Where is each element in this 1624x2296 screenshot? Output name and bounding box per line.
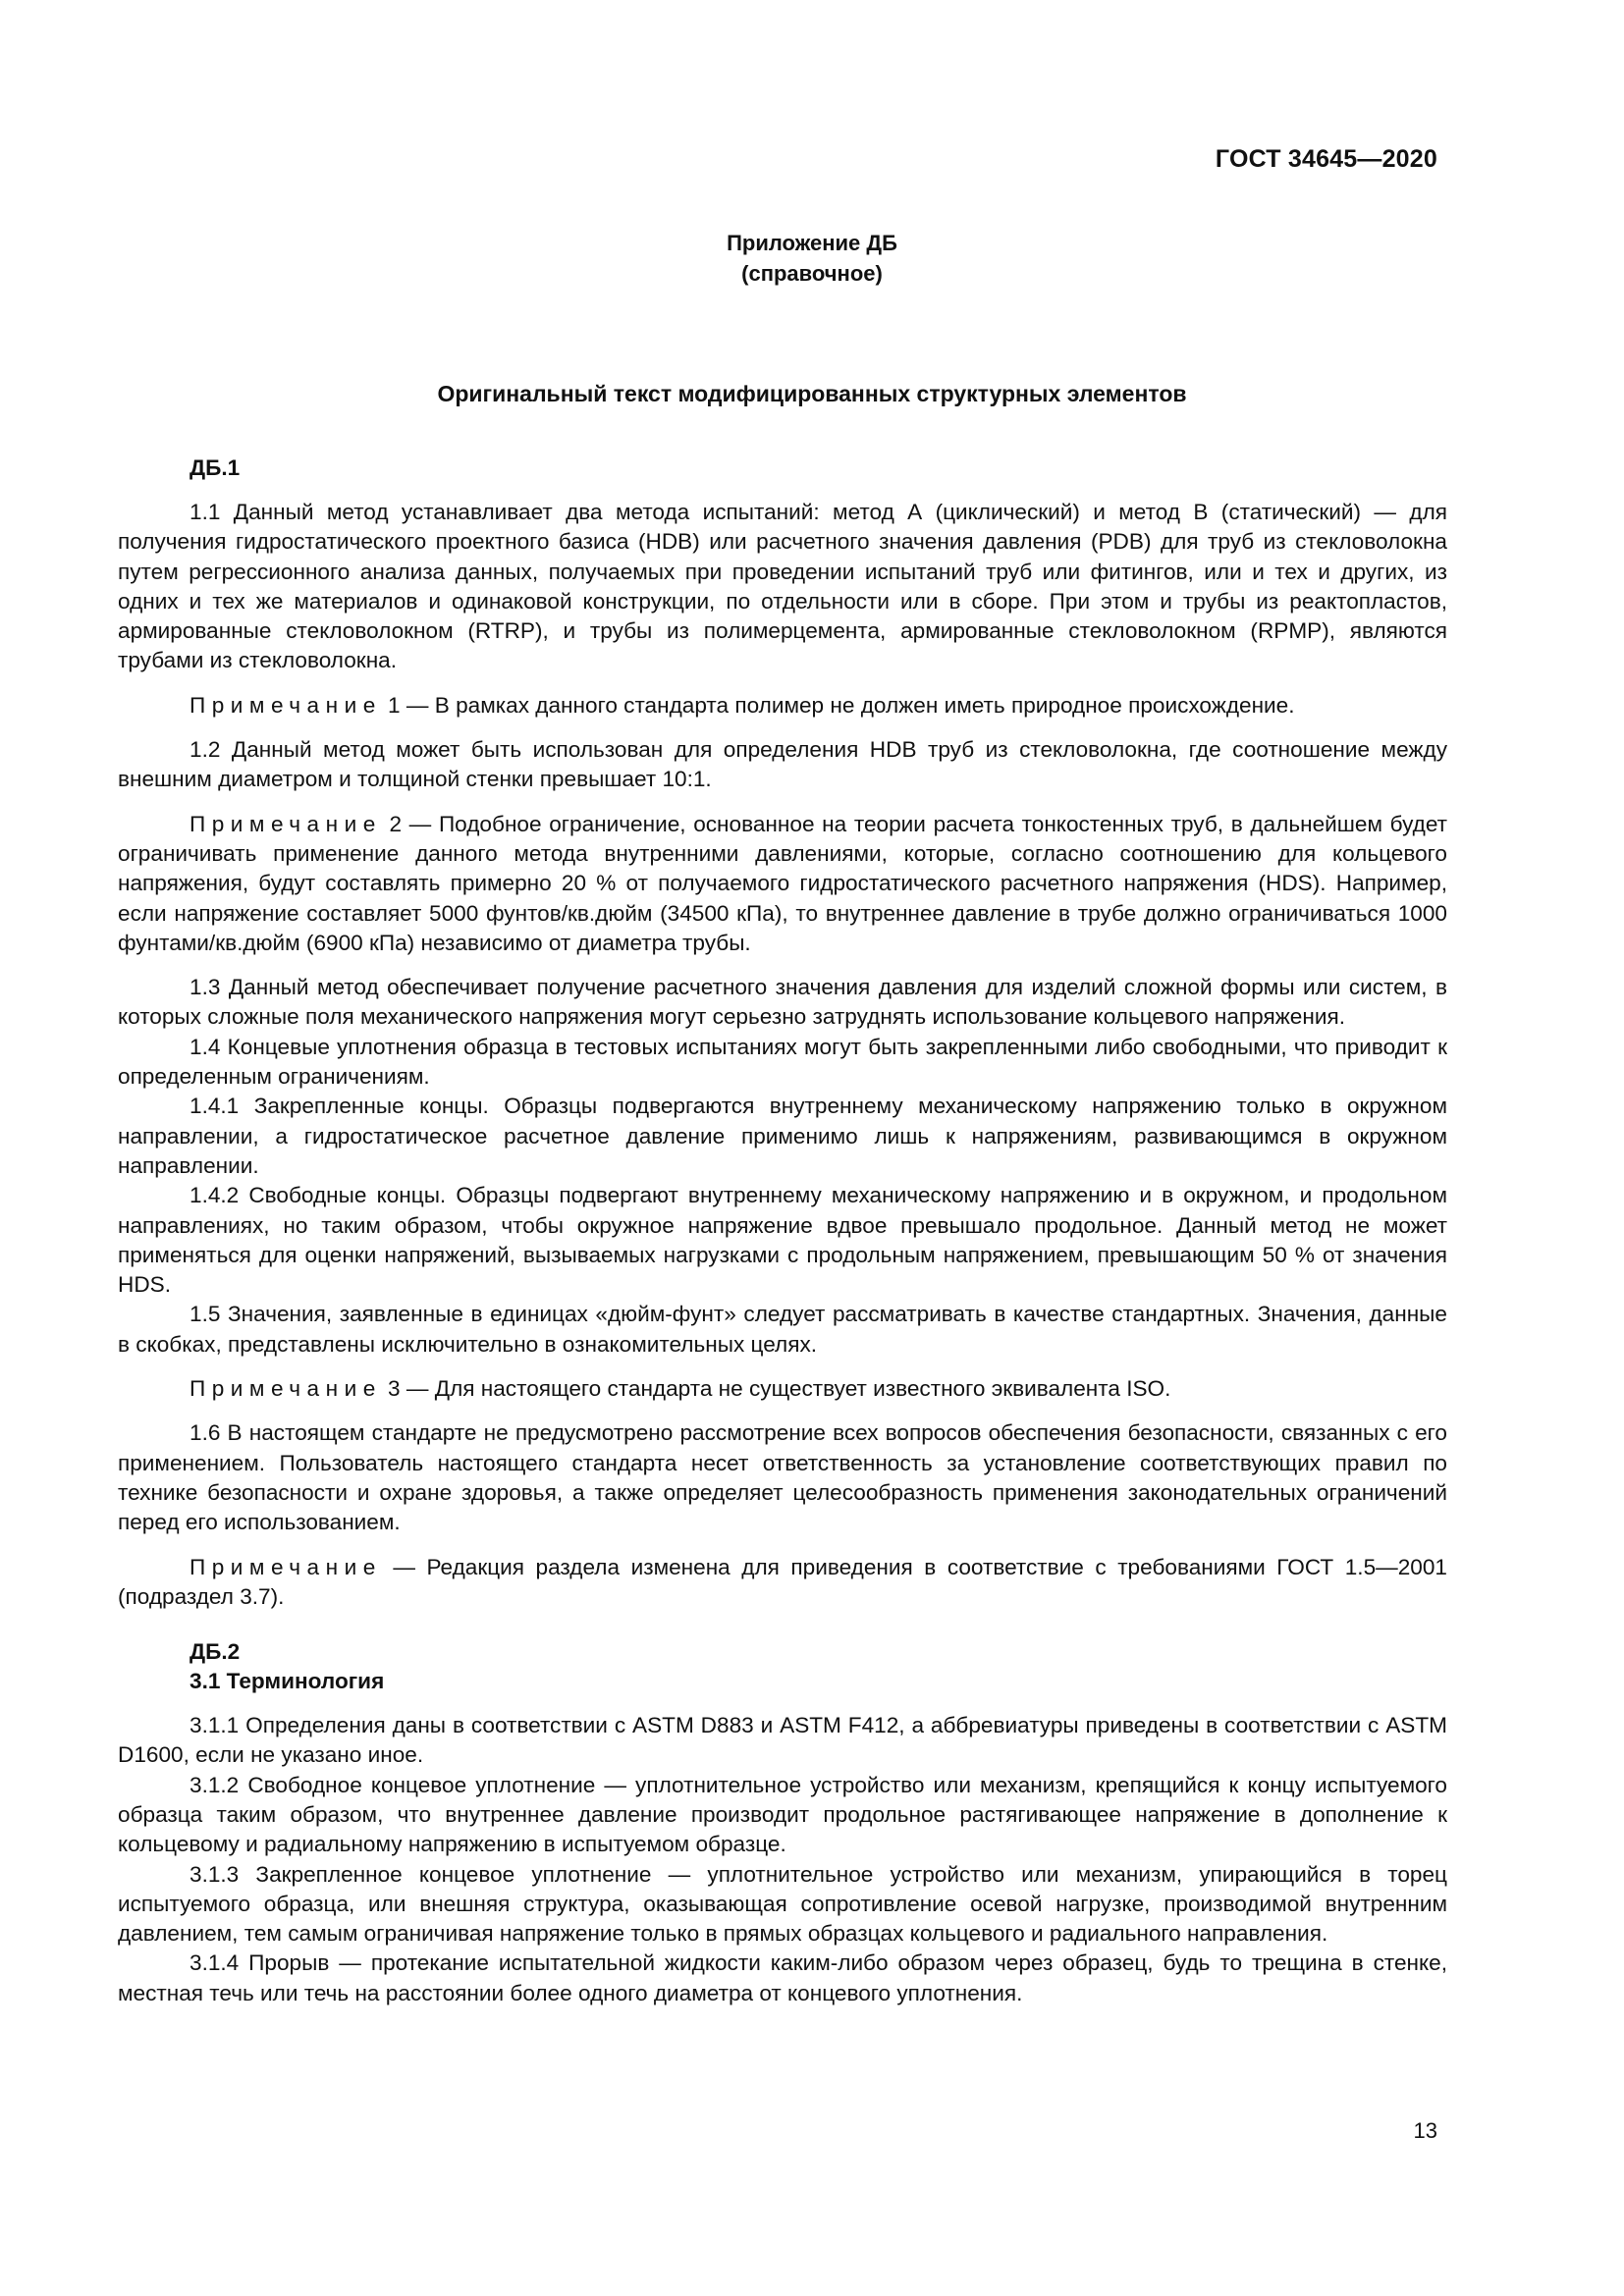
annex-type: (справочное) [741,261,883,286]
section-heading-db1: ДБ.1 [189,455,241,480]
note-1 [118,691,1447,721]
note-text: 2 — Подобное ограничение, основанное на теории расчета тонкостенных труб, в дальнейшем будет ограничивать применение данного метода внутренними давлениями, которые, согласно соотношению для кольцевого напряжения, будут составлять примерно 20 % от получаемого гидростатического расчетного напряжения (HDS). Например, если напряжение составляет 5000 фунтов/кв.дюйм (34500 кПа), то внутреннее давление в трубе должно ограничиваться 1000 фунтами/кв.дюйм (6900 кПа) независимо от диаметра трубы. [118,811,1447,955]
paragraph-1-1: 1.1 Данный метод устанавливает два метода испытаний: метод А (циклический) и метод В (статический) — для получения гидростатического проектного базиса (HDB) или расчетного значения давления (PDB) для труб из стекловолокна путем регрессионного анализа данных, получаемых при проведении испытаний труб или фитингов, или и тех и других, из одних и тех же материалов и одинаковой конструкции, по отдельности или в сборе. При этом и трубы из реактопластов, армированные стекловолокном (RTRP), и трубы из полимерцемента, армированные стекловолокном (RPMP), являются трубами из стекловолокна. [118,500,1447,673]
note-text: — Редакция раздела изменена для приведения в соответствие с требованиями ГОСТ 1.5—2001 (подраздел 3.7). [118,1554,1447,1609]
note-text: 3 — Для настоящего стандарта не существует известного эквивалента ISO. [381,1376,1171,1402]
paragraph-1-3: 1.3 Данный метод обеспечивает получение расчетного значения давления для изделий сложной формы или систем, в которых сложные поля механического напряжения могут серьезно затруднять использование кольцевого напряжения. [118,975,1447,1030]
paragraph-1-4-2: 1.4.2 Свободные концы. Образцы подвергают внутреннему механическому напряжению и в окружном, и продольном направлениях, но таким образом, чтобы окружное напряжение вдвое превышало продольное. Данный метод не может применяться для оценки напряжений, вызываемых нагрузками с продольным напряжением, превышающим 50 % от значения HDS. [118,1183,1447,1298]
paragraph-1-2: 1.2 Данный метод может быть использован для определения HDB труб из стекловолокна, где соотношение между внешним диаметром и толщиной стенки превышает 10:1. [118,737,1447,792]
paragraph-3-1-3: 3.1.3 Закрепленное концевое уплотнение — уплотнительное устройство или механизм, упирающийся в торец испытуемого образца, или внешняя структура, оказывающая сопротивление осевой нагрузке, производимой внутренним давлением, тем самым ограничивая напряжение только в прямых образцах кольцевого и радиального направления. [118,1861,1447,1947]
annex-title: Оригинальный текст модифицированных структурных элементов [437,381,1187,406]
annex-label: Приложение ДБ [727,231,897,255]
subsection-heading-terminology: 3.1 Терминология [189,1669,385,1694]
paragraph-1-6: 1.6 В настоящем стандарте не предусмотрено рассмотрение всех вопросов обеспечения безопасности, связанных с его применением. Пользователь настоящего стандарта несет ответственность за установление соответствующих правил по технике безопасности и охране здоровья, а также определяет целесообразность применения законодательных ограничений перед его использованием. [118,1420,1447,1535]
paragraph-3-1-2: 3.1.2 Свободное концевое уплотнение — уплотнительное устройство или механизм, крепящийся к концу испытуемого образца таким образом, что внутреннее давление производит продольное растягивающее напряжение в дополнение к кольцевому и радиальному напряжению в испытуемом образце. [118,1772,1447,1857]
paragraph-1-5: 1.5 Значения, заявленные в единицах «дюйм-фунт» следует рассматривать в качестве стандартных. Значения, данные в скобках, представлены исключительно в ознакомительных целях. [118,1302,1447,1357]
note-2 [118,810,1447,958]
section-heading-db2: ДБ.2 [189,1639,241,1665]
paragraph-3-1-1: 3.1.1 Определения даны в соответствии с ASTM D883 и ASTM F412, а аббревиатуры приведены в соответствии с ASTM D1600, если не указано иное. [118,1713,1447,1768]
note-4 [118,1553,1447,1613]
note-label: Примечание [189,1376,382,1402]
paragraph-3-1-4: 3.1.4 Прорыв — протекание испытательной жидкости каким-либо образом через образец, будь то трещина в стенке, местная течь или течь на расстоянии более одного диаметра от концевого уплотнения. [118,1950,1447,2005]
note-3 [118,1374,1447,1404]
paragraph-1-4-1: 1.4.1 Закрепленные концы. Образцы подвергаются внутреннему механическому напряжению только в окружном направлении, а гидростатическое расчетное давление применимо лишь к напряжениям, развивающимся в окружном направлении. [118,1094,1447,1178]
note-text: 1 — В рамках данного стандарта полимер не должен иметь природное происхождение. [381,692,1295,718]
page-number: 13 [1413,2118,1437,2143]
annex-header [0,228,1624,289]
note-label: Примечание [189,692,382,718]
note-label: Примечание [189,1554,382,1579]
paragraph-1-4: 1.4 Концевые уплотнения образца в тестовых испытаниях могут быть закрепленными либо свободными, что приводит к определенным ограничениям. [118,1034,1447,1090]
document-number: ГОСТ 34645—2020 [1215,145,1437,173]
note-label: Примечание [189,811,382,836]
document-body [118,454,1447,2008]
